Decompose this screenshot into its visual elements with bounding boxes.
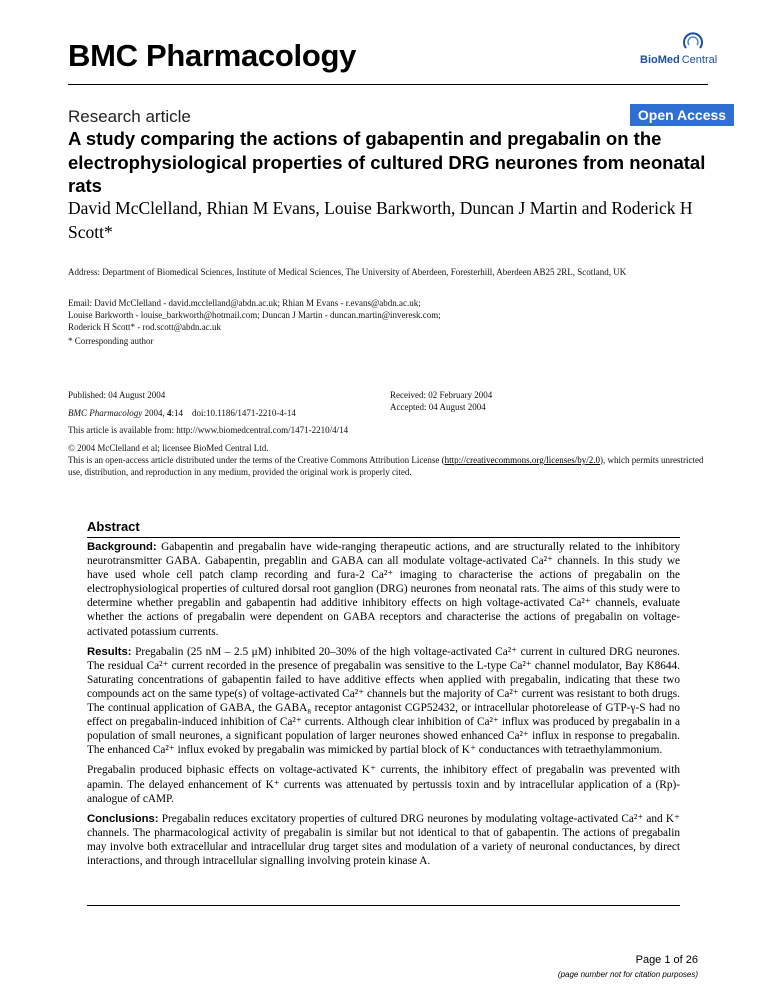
abstract-bottom-rule bbox=[87, 905, 680, 906]
email-line: Louise Barkworth - louise_barkworth@hotmail.com; Duncan J Martin - duncan.martin@inveresk.com; bbox=[68, 310, 441, 320]
license-text bbox=[68, 454, 718, 478]
page-number: Page 1 of 26 bbox=[635, 954, 698, 966]
license-post: ), which permits unrestricted use, distribution, and reproduction in any medium, provided the original work is properly cited. bbox=[68, 455, 704, 477]
journal-title: BMC Pharmacology bbox=[68, 38, 357, 73]
background-text: Gabapentin and pregabalin have wide-ranging therapeutic actions, and are structurally related to the inhibitory neurotransmitter GABA. Gabapentin, pregablin and GABA can all modulate voltage-activated Ca²⁺ channels. In this study we have used whole cell patch clamp recording and fura-2 Ca²⁺ imaging to characterise the actions of pregabalin on the electrophysiological properties of cultured dorsal root ganglion (DRG) neurones from neonatal rats. The aims of this study were to determine whether pregablin and gabapentin had additive inhibitory effects on high voltage-activated Ca²⁺ channels, evaluate whether the actions of pregabalin were dependent on GABA receptors and characterise the actions of pregabalin on voltage-activated potassium currents. bbox=[87, 541, 681, 638]
abstract-conclusions bbox=[87, 812, 680, 868]
logo-text-biomed: BioMed bbox=[640, 54, 680, 66]
published-date: Published: 04 August 2004 bbox=[68, 390, 166, 400]
author-address: Address: Department of Biomedical Sciences, Institute of Medical Sciences, The University of Aberdeen, Foresterhill, Aberdeen AB25 2RL, Scotland, UK bbox=[68, 267, 627, 277]
conclusions-text: Pregabalin reduces excitatory properties of cultured DRG neurones by modulating voltage-activated Ca²⁺ and K⁺ channels. The pharmacological activity of pregabalin is similar but not identical to that of gabapentin. The actions of pregabalin may involve both extracellular and intracellular drug target sites and modulation of a variety of neuronal conductances, by direct interactions, and through intracellular signalling involving protein kinase A. bbox=[87, 812, 680, 867]
author-list: David McClelland, Rhian M Evans, Louise Barkworth, Duncan J Martin and Roderick H Scott* bbox=[68, 198, 693, 242]
accepted-date: Accepted: 04 August 2004 bbox=[390, 402, 486, 412]
results-text: Pregabalin (25 nM – 2.5 μM) inhibited 20–30% of the high voltage-activated Ca²⁺ current in cultured DRG neurones. The residual Ca²⁺ current recorded in the presence of pregabalin was sensitive to the L-type Ca²⁺ channel modulator, Bay K8644. Saturating concentrations of gabapentin failed to have additive effects when applied with pregabalin, indicating that these two compounds act on the same type(s) of voltage-activated Ca²⁺ channels but the majority of Ca²⁺ current was resistant to both drugs. The continual application of GABA, the GABA₈ receptor antagonist CGP52432, or intracellular photorelease of GTP-γ-S had no effect on pregabalin-induced inhibition of Ca²⁺ currents. Although clear inhibition of Ca²⁺ influx was produced by pregabalin in a population of small neurones, a significant population of larger neurones showed enhanced Ca²⁺ influx in response to pregabalin. The enhanced Ca²⁺ influx evoked by pregabalin was mimicked by partial block of K⁺ conductances with tetraethylammonium. bbox=[87, 645, 680, 757]
abstract-results-2: Pregabalin produced biphasic effects on voltage-activated K⁺ currents, the inhibitory effect of pregabalin was prevented with apamin. The delayed enhancement of K⁺ currents was attenuated by pertussis toxin and by intracellular application of a (Rp)-analogue of cAMP. bbox=[87, 764, 680, 805]
page-number-note: (page number not for citation purposes) bbox=[557, 970, 698, 979]
license-pre: This is an open-access article distributed under the terms of the Creative Commons Attribution License ( bbox=[68, 455, 445, 465]
citation-line bbox=[68, 407, 296, 419]
header-rule bbox=[68, 84, 708, 85]
email-line: Email: David McClelland - david.mcclelland@abdn.ac.uk; Rhian M Evans - r.evans@abdn.ac.uk; bbox=[68, 298, 421, 308]
citation-year: 2004, bbox=[142, 408, 167, 418]
article-type: Research article bbox=[68, 107, 191, 126]
abstract-top-rule bbox=[87, 537, 680, 538]
license-link[interactable]: http://creativecommons.org/licenses/by/2.0 bbox=[444, 455, 600, 465]
results-label: Results: bbox=[87, 645, 132, 658]
citation-doi: :14 doi:10.1186/1471-2210-4-14 bbox=[171, 408, 296, 418]
article-title: A study comparing the actions of gabapentin and pregabalin on the electrophysiological properties of cultured DRG neurones from neonatal rats bbox=[68, 128, 706, 196]
background-label: Background: bbox=[87, 541, 157, 553]
article-url[interactable]: This article is available from: http://www.biomedcentral.com/1471-2210/4/14 bbox=[68, 425, 349, 435]
biomed-logo-icon bbox=[680, 30, 706, 54]
received-date: Received: 02 February 2004 bbox=[390, 390, 493, 400]
open-access-badge: Open Access bbox=[630, 104, 734, 126]
citation-volume: 4 bbox=[167, 408, 172, 418]
logo-text-central: Central bbox=[681, 54, 718, 66]
abstract-body bbox=[87, 540, 680, 874]
conclusions-label: Conclusions: bbox=[87, 812, 159, 825]
abstract-background bbox=[87, 540, 680, 639]
abstract-heading: Abstract bbox=[87, 519, 140, 534]
corresponding-author-note: * Corresponding author bbox=[68, 336, 154, 346]
copyright-notice: © 2004 McClelland et al; licensee BioMed Central Ltd. bbox=[68, 443, 269, 453]
author-emails bbox=[68, 297, 708, 333]
citation-journal: BMC Pharmacology bbox=[68, 408, 143, 418]
email-line: Roderick H Scott* - rod.scott@abdn.ac.uk bbox=[68, 322, 222, 332]
abstract-results bbox=[87, 645, 680, 758]
biomed-central-logo bbox=[640, 30, 718, 70]
